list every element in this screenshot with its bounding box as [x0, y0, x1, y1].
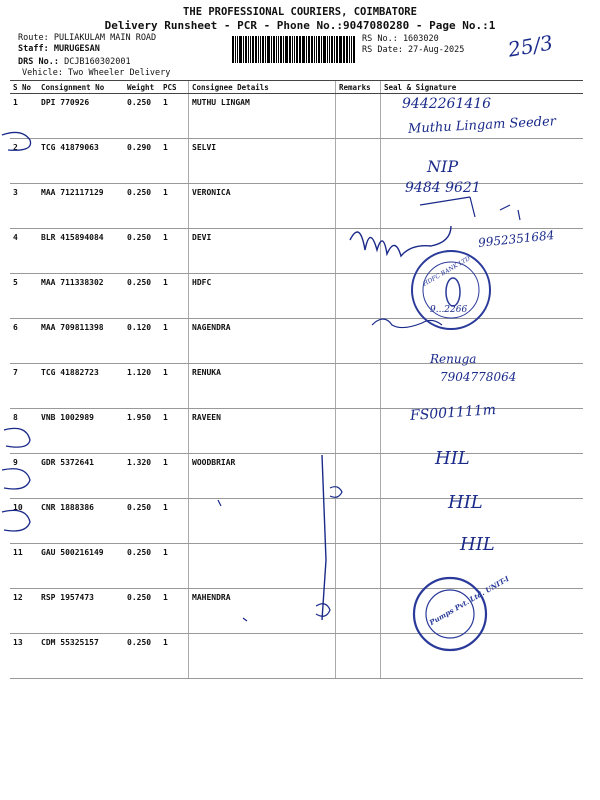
drs-label: DRS No.: [18, 57, 59, 67]
consignment-cell: BLR 415894084 [38, 229, 124, 274]
col-seal: Seal & Signature [381, 81, 584, 94]
consignment-cell: RSP 1957473 [38, 589, 124, 634]
consignment-cell: MAA 709811398 [38, 319, 124, 364]
barcode-bar [276, 36, 277, 63]
barcode-bar [329, 36, 330, 63]
sno-cell: 7 [10, 364, 38, 409]
col-sno: S No [10, 81, 38, 94]
barcode-bar [271, 36, 272, 63]
barcode-bar [248, 36, 249, 63]
corner-handwritten-note: 25/3 [506, 30, 555, 62]
weight-cell: 1.320 [124, 454, 160, 499]
seal-cell [381, 319, 584, 364]
sno-cell: 13 [10, 634, 38, 679]
table-row [10, 274, 583, 319]
remarks-cell [336, 364, 381, 409]
weight-cell: 0.250 [124, 229, 160, 274]
hand-phone-row3: 9484 9621 [405, 180, 481, 196]
seal-cell [381, 274, 584, 319]
barcode-bar [252, 36, 254, 63]
hand-name-row7: Renuga [430, 352, 477, 366]
consignee-cell [189, 499, 336, 544]
weight-cell: 0.120 [124, 319, 160, 364]
consignee-cell: SELVI [189, 139, 336, 184]
route-text: Route: PULIAKULAM MAIN ROAD [18, 33, 157, 43]
barcode-bar [278, 36, 279, 63]
remarks-cell [336, 184, 381, 229]
barcode-bar [299, 36, 300, 63]
col-remarks: Remarks [336, 81, 381, 94]
barcode-bar [331, 36, 333, 63]
hand-phone-row1: 9442261416 [402, 96, 492, 112]
consignment-cell: TCG 41882723 [38, 364, 124, 409]
barcode-bar [316, 36, 317, 63]
pcs-cell: 1 [160, 544, 189, 589]
barcode-bar [314, 36, 315, 63]
barcode-bar [336, 36, 338, 63]
rs-number: RS No.: 1603020 [362, 34, 439, 44]
sno-cell: 8 [10, 409, 38, 454]
staff-name: MURUGESAN [53, 44, 100, 54]
barcode-bar [353, 36, 355, 63]
barcode [232, 36, 356, 63]
sno-cell: 5 [10, 274, 38, 319]
weight-cell: 1.120 [124, 364, 160, 409]
barcode-bar [283, 36, 284, 63]
barcode-bar [265, 36, 266, 63]
remarks-cell [336, 634, 381, 679]
pcs-cell: 1 [160, 229, 189, 274]
barcode-bar [235, 36, 236, 63]
consignment-cell: MAA 712117129 [38, 184, 124, 229]
seal-cell [381, 634, 584, 679]
remarks-cell [336, 319, 381, 364]
consignment-cell: VNB 1002989 [38, 409, 124, 454]
barcode-bar [255, 36, 258, 63]
weight-cell: 1.950 [124, 409, 160, 454]
table-row [10, 634, 583, 679]
sno-cell: 3 [10, 184, 38, 229]
hand-sign-row9: HIL [435, 448, 470, 469]
col-consignee: Consignee Details [189, 81, 336, 94]
barcode-bar [339, 36, 342, 63]
pcs-cell: 1 [160, 499, 189, 544]
table-header-row [10, 81, 583, 94]
hand-phone-row4: 9952351684 [477, 228, 555, 250]
barcode-bar [318, 36, 320, 63]
barcode-bar [260, 36, 261, 63]
pcs-cell: 1 [160, 184, 189, 229]
sno-cell: 10 [10, 499, 38, 544]
pcs-cell: 1 [160, 454, 189, 499]
barcode-bar [349, 36, 350, 63]
hand-code-row8: FS001111m [409, 402, 497, 424]
sno-cell: 2 [10, 139, 38, 184]
col-consignment: Consignment No [38, 81, 124, 94]
hand-phone-row5: 9...2266 [430, 305, 468, 315]
barcode-bar [321, 36, 322, 63]
consignee-cell: RAVEEN [189, 409, 336, 454]
sno-cell: 9 [10, 454, 38, 499]
sno-cell: 6 [10, 319, 38, 364]
hand-phone-row7: 7904778064 [440, 370, 517, 384]
remarks-cell [336, 229, 381, 274]
barcode-bar [308, 36, 310, 63]
consignee-cell [189, 544, 336, 589]
barcode-bar [323, 36, 326, 63]
consignment-cell: CNR 1888386 [38, 499, 124, 544]
barcode-bar [267, 36, 270, 63]
remarks-cell [336, 274, 381, 319]
sno-cell: 12 [10, 589, 38, 634]
consignment-cell: CDM 55325157 [38, 634, 124, 679]
barcode-bar [292, 36, 293, 63]
consignee-cell: DEVI [189, 229, 336, 274]
consignment-cell: GAU 500216149 [38, 544, 124, 589]
table-row [10, 589, 583, 634]
barcode-bar [351, 36, 352, 63]
weight-cell: 0.250 [124, 634, 160, 679]
barcode-bar [302, 36, 305, 63]
weight-cell: 0.250 [124, 499, 160, 544]
barcode-bar [250, 36, 251, 63]
table-row [10, 319, 583, 364]
consignment-cell: TCG 41879063 [38, 139, 124, 184]
barcode-bar [327, 36, 328, 63]
barcode-bar [344, 36, 345, 63]
hand-nip-row3: NIP [427, 157, 459, 176]
hand-name-row1: Muthu Lingam Seeder [407, 114, 557, 137]
pcs-cell: 1 [160, 409, 189, 454]
barcode-bar [346, 36, 348, 63]
weight-cell: 0.250 [124, 184, 160, 229]
barcode-bar [273, 36, 275, 63]
runsheet-subtitle: Delivery Runsheet - PCR - Phone No.:9047080280 - Page No.:1 [104, 19, 496, 32]
consignee-cell: VERONICA [189, 184, 336, 229]
weight-cell: 0.250 [124, 274, 160, 319]
barcode-bar [296, 36, 298, 63]
rs-date: RS Date: 27-Aug-2025 [362, 45, 465, 55]
barcode-bar [343, 36, 344, 63]
consignee-cell: MUTHU LINGAM [189, 94, 336, 139]
table-row [10, 139, 583, 184]
pcs-cell: 1 [160, 589, 189, 634]
table-row [10, 454, 583, 499]
staff-line [18, 44, 100, 54]
vehicle-text: Vehicle: Two Wheeler Delivery [22, 68, 171, 78]
barcode-bar [334, 36, 335, 63]
drs-line [18, 57, 131, 67]
consignee-cell [189, 634, 336, 679]
weight-cell: 0.250 [124, 544, 160, 589]
table-row [10, 499, 583, 544]
consignee-cell: MAHENDRA [189, 589, 336, 634]
hand-sign-row10: HIL [448, 492, 483, 513]
remarks-cell [336, 139, 381, 184]
pcs-cell: 1 [160, 274, 189, 319]
barcode-bar [300, 36, 301, 63]
barcode-bar [258, 36, 259, 63]
pcs-cell: 1 [160, 634, 189, 679]
consignee-cell: WOODBRIAR [189, 454, 336, 499]
remarks-cell [336, 589, 381, 634]
barcode-bar [262, 36, 264, 63]
pumps-stamp-text: Pumps Pvt. Ltd. UNIT-I [427, 574, 511, 627]
weight-cell: 0.290 [124, 139, 160, 184]
pcs-cell: 1 [160, 319, 189, 364]
consignee-cell: HDFC [189, 274, 336, 319]
barcode-bar [311, 36, 313, 63]
hand-sign-row11: HIL [460, 534, 495, 555]
remarks-cell [336, 544, 381, 589]
barcode-bar [232, 36, 234, 63]
barcode-bar [245, 36, 247, 63]
sno-cell: 1 [10, 94, 38, 139]
remarks-cell [336, 454, 381, 499]
table-row [10, 409, 583, 454]
remarks-cell [336, 499, 381, 544]
drs-number: DCJB160302001 [64, 57, 131, 67]
sno-cell: 11 [10, 544, 38, 589]
barcode-bar [289, 36, 291, 63]
consignment-cell: GDR 5372641 [38, 454, 124, 499]
barcode-bar [243, 36, 244, 63]
consignee-cell: NAGENDRA [189, 319, 336, 364]
col-pcs: PCS [160, 81, 189, 94]
staff-label: Staff: [18, 44, 49, 54]
pcs-cell: 1 [160, 364, 189, 409]
barcode-bar [306, 36, 307, 63]
pcs-cell: 1 [160, 94, 189, 139]
weight-cell: 0.250 [124, 589, 160, 634]
consignment-cell: MAA 711338302 [38, 274, 124, 319]
consignment-cell: DPI 770926 [38, 94, 124, 139]
company-title: THE PROFESSIONAL COURIERS, COIMBATORE [183, 6, 417, 18]
barcode-bar [280, 36, 282, 63]
sno-cell: 4 [10, 229, 38, 274]
barcode-bar [285, 36, 288, 63]
remarks-cell [336, 409, 381, 454]
remarks-cell [336, 94, 381, 139]
col-weight: Weight [124, 81, 160, 94]
seal-cell [381, 139, 584, 184]
consignee-cell: RENUKA [189, 364, 336, 409]
table-row [10, 184, 583, 229]
pcs-cell: 1 [160, 139, 189, 184]
weight-cell: 0.250 [124, 94, 160, 139]
barcode-bar [294, 36, 295, 63]
barcode-bar [237, 36, 238, 63]
barcode-bar [239, 36, 242, 63]
hdfc-stamp-text: HDFC BANK LTD [421, 255, 472, 288]
